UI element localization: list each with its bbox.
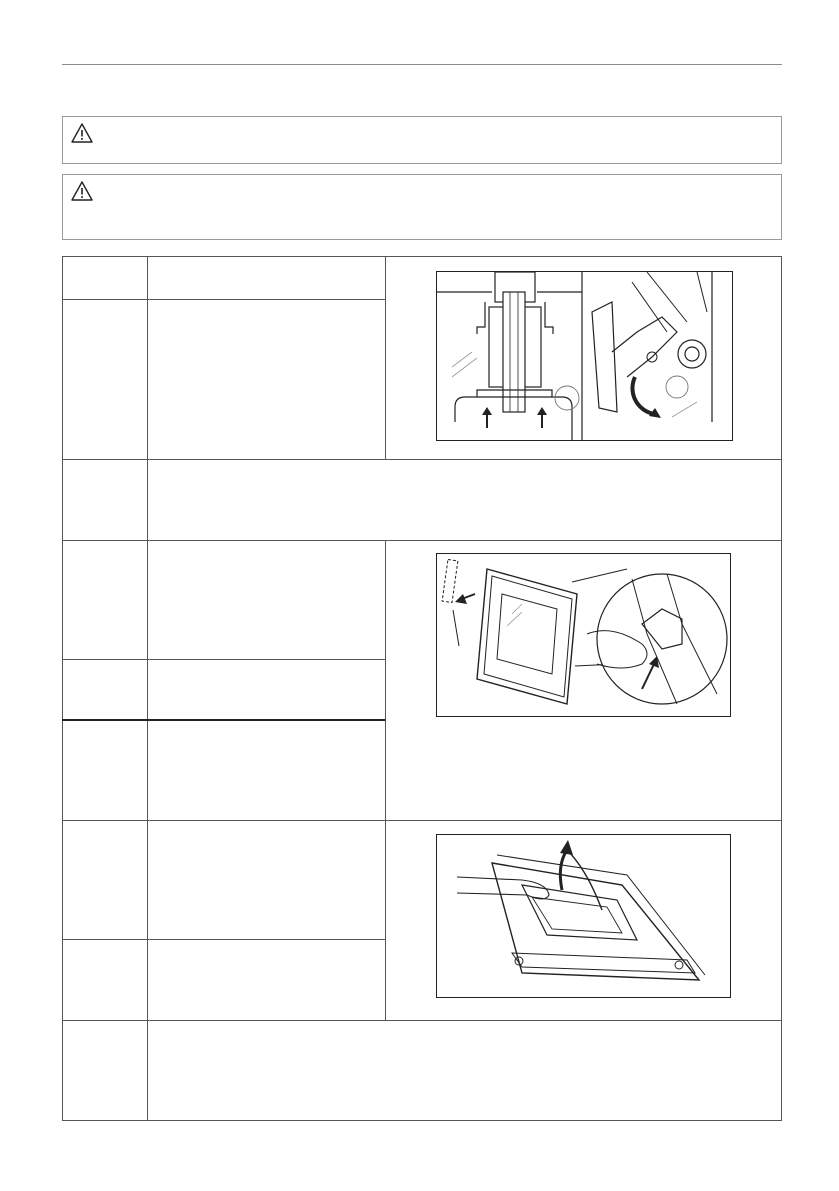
header-rule <box>62 64 782 65</box>
table-divider-number-column <box>147 256 148 1121</box>
row-divider <box>62 299 385 300</box>
warning-box-2 <box>62 174 782 240</box>
table-divider-figure-column <box>385 256 386 459</box>
warning-triangle-icon <box>71 123 93 143</box>
row-divider <box>62 719 385 721</box>
table-divider-figure-column <box>385 540 386 820</box>
row-divider <box>62 659 385 660</box>
door-hinge-lever-figure <box>436 271 733 441</box>
warning-box-1 <box>62 116 782 164</box>
row-divider <box>62 459 782 460</box>
row-divider <box>62 939 385 940</box>
door-glass-lift-out-figure <box>436 834 731 998</box>
warning-triangle-icon <box>71 181 93 201</box>
row-divider <box>62 1020 782 1021</box>
row-divider <box>62 540 782 541</box>
row-divider <box>62 820 782 821</box>
table-divider-figure-column <box>385 820 386 1020</box>
door-glass-panel-removal-figure <box>436 553 731 717</box>
